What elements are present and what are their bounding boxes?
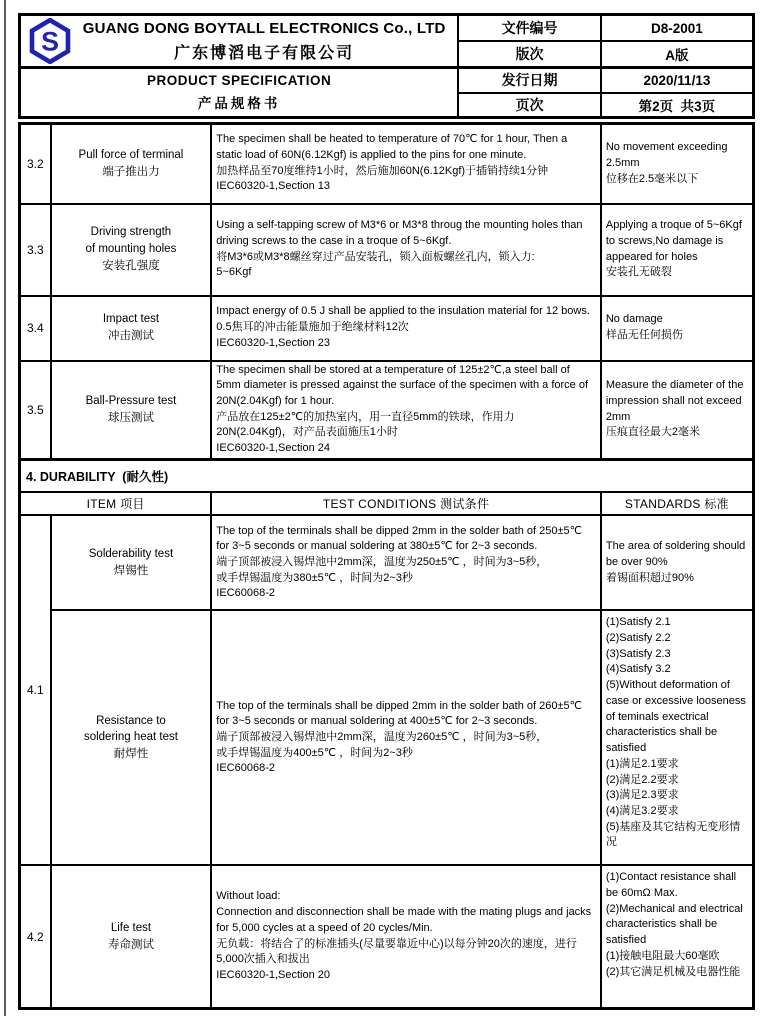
text-line: Ball-Pressure test (85, 394, 177, 407)
document-content (18, 13, 755, 1010)
text-line: (2)Satisfy 2.2 (605, 632, 671, 645)
field-value-doc-number: D8-2001 (601, 15, 754, 42)
item-cell (51, 610, 212, 865)
text-line: 安装孔无破裂 (605, 266, 672, 279)
text-line: (5)基座及其它结构无变形情况 (605, 820, 741, 849)
text-line: IEC60320-1,Section 20 (216, 969, 331, 981)
field-value-revision: A版 (601, 41, 754, 68)
standards-cell (601, 610, 754, 865)
test-conditions-cell (211, 124, 601, 204)
section-title: 4. DURABILITY (耐久性) (20, 459, 754, 492)
text-line: (2)满足2.2要求 (605, 773, 679, 786)
text-line: 着锡面积超过90% (605, 571, 694, 584)
row-number: 3.5 (20, 361, 51, 460)
text-line: soldering heat test (83, 731, 178, 744)
item-cell (51, 865, 212, 1008)
text-line: No movement exceeding 2.5mm (605, 141, 728, 169)
test-conditions-cell (211, 204, 601, 296)
field-label-doc-number: 文件编号 (458, 15, 601, 42)
document-title-cn: 产品规格书 (197, 96, 281, 111)
text-line: 产品放在125±2℃的加热室内，用一直径5mm的铁球，作用力 (216, 410, 515, 423)
text-line: IEC60320-1,Section 13 (216, 180, 331, 193)
text-line: IEC60068-2 (216, 762, 275, 775)
row-number: 3.2 (20, 124, 51, 204)
text-line: (3)满足2.3要求 (605, 789, 679, 802)
field-value-issue-date: 2020/11/13 (601, 68, 754, 93)
test-conditions-cell (211, 361, 601, 460)
column-header-item: ITEM 项目 (20, 492, 212, 515)
text-line: 加热样品至70度维持1小时，然后施加60N(6.12Kgf)于插销持续1分钟 (216, 164, 549, 177)
text-line: Using a self-tapping screw of M3*6 or M3*8 throug the mounting holes than driving screws to the case in a troque of 5~6Kgf. (216, 219, 583, 247)
text-line: Impact energy of 0.5 J shall be applied to the insulation material for 12 bows. (216, 305, 590, 318)
column-header-test-conditions: TEST CONDITIONS 测试条件 (211, 492, 601, 515)
text-line: 冲击测试 (107, 330, 154, 342)
row-number: 3.3 (20, 204, 51, 296)
text-line: 位移在2.5毫米以下 (605, 172, 699, 185)
text-line: 或手焊锡温度为400±5℃ ，时间为2~3秒 (216, 746, 413, 759)
header-row-doc-number (20, 15, 754, 42)
field-value-page: 第2页 共3页 (601, 93, 754, 118)
header-row-issue-date (20, 68, 754, 93)
table-row-3-3 (20, 204, 754, 296)
text-line: (1)Contact resistance shall be 60mΩ Max. (605, 871, 737, 900)
text-line: 球压测试 (107, 411, 154, 424)
field-label-issue-date: 发行日期 (458, 68, 601, 93)
item-cell (51, 204, 212, 296)
document-title-cell (20, 68, 459, 118)
text-line: 安装孔强度 (102, 259, 160, 272)
text-line: 0.5焦耳的冲击能量施加于绝缘材料12次 (216, 321, 409, 334)
svg-text:S: S (41, 26, 59, 57)
table-row-4-2 (20, 865, 754, 1008)
test-conditions-cell (211, 296, 601, 361)
text-line: 端子顶部被浸入锡焊池中2mm深，温度为250±5℃ ，时间为3~5秒， (216, 555, 548, 568)
company-header-inner (25, 18, 453, 64)
text-line: Measure the diameter of the impression shall not exceed 2mm (605, 379, 744, 423)
standards-cell (601, 361, 754, 460)
text-line: IEC60320-1,Section 24 (216, 442, 331, 455)
text-line: 样品无任何损伤 (605, 329, 683, 341)
text-line: The top of the terminals shall be dipped 2mm in the solder bath of 250±5℃ for 3~5 seconds or manual soldering at 380±5℃ for 2~3 seconds. (216, 524, 582, 553)
item-cell (51, 515, 212, 610)
row-number: 4.2 (20, 865, 51, 1008)
text-line: 5~6Kgf (216, 266, 252, 279)
column-header-standards: STANDARDS 标准 (601, 492, 754, 515)
table-row-4-1-resistance (20, 610, 754, 865)
item-cell (51, 296, 212, 361)
standards-cell (601, 204, 754, 296)
text-line: (2)Mechanical and electrical characteristics shall be satisfied (605, 902, 743, 947)
scan-edge-line (4, 0, 6, 1016)
text-line: (4)Satisfy 3.2 (605, 663, 671, 676)
standards-cell (601, 865, 754, 1008)
text-line: Driving strength (90, 226, 172, 239)
text-line: IEC60068-2 (216, 587, 275, 600)
text-line: (1)满足2.1要求 (605, 757, 679, 770)
company-header-cell (20, 15, 459, 68)
text-line: No damage (605, 313, 663, 326)
text-line: (1)接触电阻最大60毫欧 (605, 949, 720, 962)
table-row-4-1-solderability (20, 515, 754, 610)
text-line: The specimen shall be stored at a temperature of 125±2℃,a steel ball of 5mm diameter is pressed against the surface of the specimen with a force of 20N(2.04Kgf) for 1 hour. (216, 363, 589, 407)
row-number: 3.4 (20, 296, 51, 361)
standards-cell (601, 296, 754, 361)
test-conditions-cell (211, 865, 601, 1008)
text-line: IEC60320-1,Section 23 (216, 336, 331, 349)
text-line: 端子顶部被浸入锡焊池中2mm深，温度为260±5℃ ，时间为3~5秒， (216, 730, 548, 743)
text-line: 寿命测试 (107, 938, 154, 951)
text-line: 或手焊锡温度为380±5℃ ，时间为2~3秒 (216, 571, 413, 584)
text-line: Impact test (102, 313, 160, 326)
item-cell (51, 124, 212, 204)
text-line: 耐焊性 (113, 748, 149, 761)
test-conditions-cell (211, 610, 601, 865)
company-name-block (75, 20, 453, 63)
text-line: Pull force of terminal (78, 149, 184, 162)
company-name-cn: 广东博滔电子有限公司 (174, 44, 355, 62)
text-line: (4)满足3.2要求 (605, 804, 679, 817)
field-label-revision: 版次 (458, 41, 601, 68)
company-logo (25, 18, 75, 64)
specification-table (18, 122, 755, 1010)
standards-cell (601, 124, 754, 204)
field-label-page: 页次 (458, 93, 601, 118)
row-number: 4.1 (20, 515, 51, 865)
document-header-table (18, 13, 755, 119)
text-line: Connection and disconnection shall be made with the mating plugs and jacks for 5,000 cycles at a speed of 20 cycles/Min. (216, 906, 592, 934)
text-line: 20N(2.04Kgf)，对产品表面施压1小时 (216, 426, 398, 439)
standards-cell (601, 515, 754, 610)
text-line: Applying a troque of 5~6Kgf to screws,No damage is appeared for holes (605, 219, 742, 263)
text-line: (2)其它满足机械及电器性能 (605, 965, 741, 978)
table-row-3-2 (20, 124, 754, 204)
test-conditions-cell (211, 515, 601, 610)
text-line: Resistance to (96, 714, 166, 727)
table-row-3-4 (20, 296, 754, 361)
text-line: 端子推出力 (102, 165, 160, 178)
text-line: 焊锡性 (113, 564, 149, 577)
text-line: of mounting holes (85, 243, 177, 256)
text-line: (1)Satisfy 2.1 (605, 616, 671, 629)
text-line: (5)Without deformation of case or excessive looseness of teminals exectrical characteristics shall be satisfied (605, 679, 746, 755)
text-line: Life test (110, 921, 152, 934)
text-line: 将M3*6或M3*8螺丝穿过产品安装孔，锁入面板螺丝孔内，锁入力: (216, 250, 535, 263)
table-row-3-5 (20, 361, 754, 460)
text-line: 无负载：将结合了的标准插头(尽量要靠近中心)以每分钟20次的速度，进行5,000次插入和拔出 (216, 937, 577, 966)
text-line: 压痕直径最大2毫米 (605, 426, 700, 439)
text-line: The area of soldering should be over 90% (605, 540, 746, 568)
company-name-en: GUANG DONG BOYTALL ELECTRONICS Co., LTD (82, 19, 446, 37)
section-durability-title-row (20, 459, 754, 492)
text-line: (3)Satisfy 2.3 (605, 647, 671, 660)
hexagon-logo-icon (29, 18, 71, 64)
text-line: Solderability test (88, 548, 174, 561)
item-cell (51, 361, 212, 460)
text-line: The top of the terminals shall be dipped 2mm in the solder bath of 260±5℃ for 3~5 seconds or manual soldering at 400±5℃ for 2~3 seconds. (216, 699, 582, 728)
column-header-row (20, 492, 754, 515)
text-line: Without load: (216, 890, 281, 903)
text-line: The specimen shall be heated to temperature of 70℃ for 1 hour, Then a static load of 60N(6.12Kgf) is applied to the pins for one minute. (216, 133, 568, 162)
document-title-en: PRODUCT SPECIFICATION (147, 73, 332, 88)
